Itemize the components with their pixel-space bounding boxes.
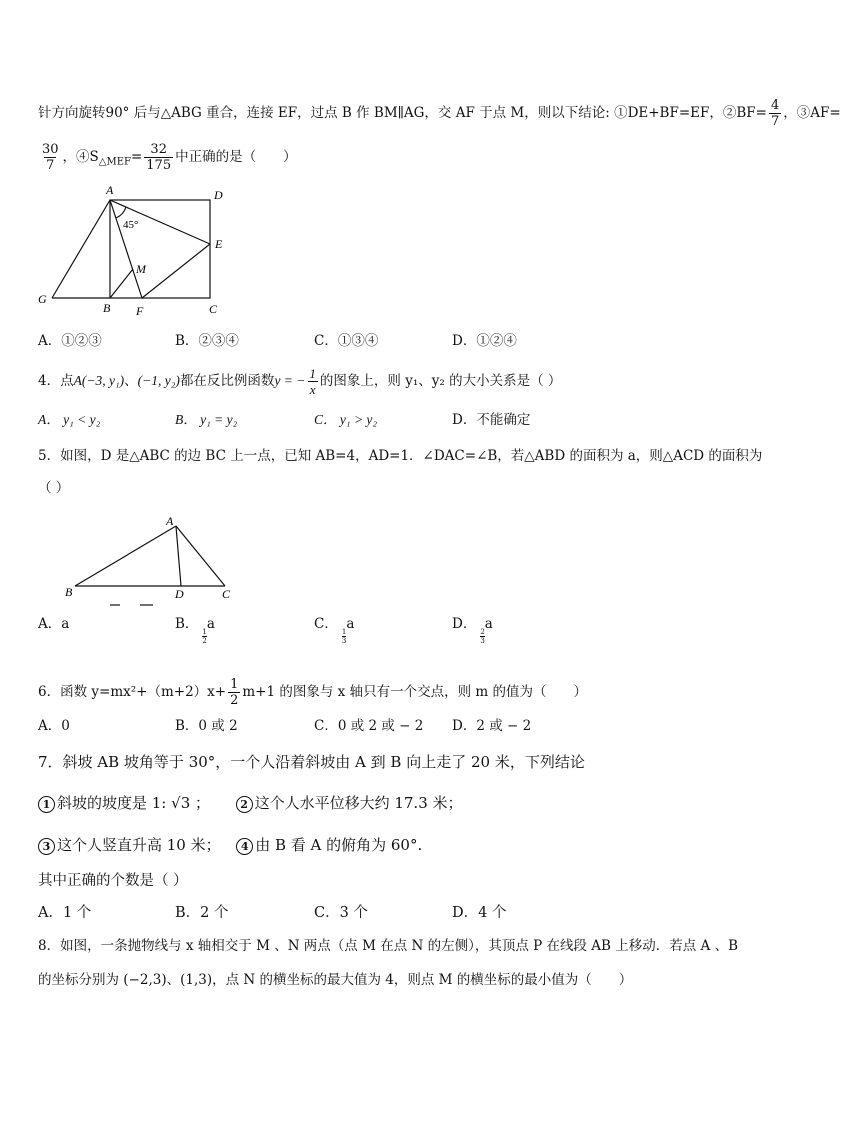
fig3-label-e: E	[215, 237, 223, 251]
circled-3-icon: 3	[38, 838, 55, 855]
fig3-label-b: B	[103, 301, 111, 315]
q5-c-fraction: $\frac{1}{3}$	[341, 628, 347, 645]
q3-line2: $\frac{30}{7}$ ，$④S_{\triangle MEF}=$ $\frac{32}{175}$ 中正确的是（ ）	[42, 142, 297, 173]
segment-fe	[142, 244, 210, 298]
q4-point-a: A(−3, y₁)	[73, 373, 125, 388]
q7-option-a[interactable]: A．1 个	[38, 905, 92, 921]
q3-figure	[30, 182, 260, 322]
q6-option-b[interactable]: B．0 或 2	[175, 718, 238, 734]
q5-option-c[interactable]: C． $\frac{1}{3}$ a	[314, 616, 355, 645]
q3-bf-fraction: $\frac{4}{7}$	[770, 98, 780, 129]
fig3-label-c: C	[209, 302, 218, 316]
q7-option-b[interactable]: B．2 个	[175, 905, 229, 921]
q6-option-d[interactable]: D．2 或 − 2	[452, 718, 532, 734]
q6-stem: 6．函数 y=mx²+（m+2）x+ $\frac{1}{2}$ m+1 的图象与 x 轴只有一个交点，则 m 的值为（ ）	[38, 677, 587, 708]
q3-text-s: ，④S	[62, 149, 99, 165]
q5-figure	[60, 512, 260, 612]
fig3-label-g: G	[38, 292, 47, 306]
q4-point-b: (−1, y₂)	[137, 373, 180, 388]
q3-text-b: ，③AF=	[783, 105, 841, 121]
q7-conclusion-4: 由 B 看 A 的俯角为 60°.	[255, 836, 423, 854]
fig5-label-a: A	[166, 514, 174, 528]
q7-conclusion-1: 斜坡的坡度是 1: √3 ；	[57, 794, 211, 812]
q5-stem: 5．如图，D 是△ABC 的边 BC 上一点，已知 AB=4，AD=1．∠DAC=∠B，若△ABD 的面积为 a，则△ACD 的面积为	[38, 448, 763, 464]
q3-s-subscript: △MEF	[98, 156, 131, 168]
circled-2-icon: 2	[236, 796, 253, 813]
q5-option-d[interactable]: D． $\frac{2}{3}$ a	[452, 616, 493, 645]
q4-function: y = −	[274, 373, 306, 388]
fig5-label-d: D	[175, 587, 184, 601]
q7-option-c[interactable]: C．3 个	[314, 905, 368, 921]
angle-arc	[116, 207, 126, 218]
fig3-label-a: A	[106, 183, 114, 197]
q7-conclusions-row1	[38, 793, 463, 813]
q5-option-a[interactable]: A．a	[38, 616, 70, 632]
q3-option-a[interactable]: A．①②③	[38, 333, 102, 349]
circled-1-icon: 1	[38, 796, 55, 813]
q3-line1	[38, 98, 841, 129]
q7-conclusions-row2	[38, 835, 422, 855]
q3-text-c: 中正确的是（ ）	[175, 149, 297, 165]
q3-text-a: 针方向旋转90° 后与△ABG 重合，连接 EF，过点 B 作 BM∥AG，交 AF 于点 M，则以下结论: ①DE+BF=EF，②BF=	[38, 105, 767, 121]
q6-fraction: $\frac{1}{2}$	[230, 677, 239, 708]
q5-b-fraction: $\frac{1}{2}$	[202, 628, 207, 645]
fig3-label-f: F	[136, 304, 144, 318]
q3-option-d[interactable]: D．①②④	[452, 333, 517, 349]
q5-d-fraction: $\frac{2}{3}$	[480, 628, 485, 645]
q7-option-d[interactable]: D．4 个	[452, 905, 507, 921]
q7-conclusion-3: 这个人竖直升高 10 米；	[57, 836, 221, 854]
fig5-label-b: B	[65, 585, 73, 599]
segment-bm	[110, 269, 133, 298]
segment-ba	[75, 526, 176, 586]
q8-stem-line1: 8．如图，一条抛物线与 x 轴相交于 M 、N 两点（点 M 在点 N 的左侧），其顶点 P 在线段 AB 上移动．若点 A 、B	[38, 938, 739, 954]
segment-ac	[176, 526, 225, 586]
segment-ga	[52, 200, 110, 298]
segment-ad	[176, 526, 181, 586]
q3-option-c[interactable]: C．①③④	[314, 333, 379, 349]
q5-option-b[interactable]: B． $\frac{1}{2}$ a	[175, 616, 215, 645]
fig5-label-c: C	[222, 587, 231, 601]
fig3-label-m: M	[136, 262, 146, 276]
q6-option-c[interactable]: C．0 或 2 或 − 2	[314, 718, 424, 734]
q3-s-fraction: $\frac{32}{175}$	[146, 142, 172, 173]
fig3-label-d: D	[214, 188, 223, 202]
q7-stem: 7．斜坡 AB 坡角等于 30°，一个人沿着斜坡由 A 到 B 向上走了 20 米，下列结论	[38, 753, 585, 771]
q7-question: 其中正确的个数是（ ）	[38, 873, 188, 889]
circled-4-icon: 4	[236, 838, 253, 855]
q4-option-c[interactable]: C． y₁ > y₂	[314, 412, 378, 427]
q4-stem: 4．点A(−3, y₁)、(−1, y₂)都在反比例函数y = − $\frac{1}{x}$ 的图象上，则 y₁、y₂ 的大小关系是（ ）	[38, 366, 562, 397]
q4-option-b[interactable]: B． y₁ = y₂	[175, 412, 238, 427]
q3-option-b[interactable]: B．②③④	[175, 333, 239, 349]
segment-af	[110, 200, 142, 298]
q5-stem-paren: （ ）	[38, 480, 70, 496]
fig3-angle-label: 45°	[123, 219, 139, 231]
q3-af-fraction: $\frac{30}{7}$	[42, 142, 59, 173]
q4-fraction: $\frac{1}{x}$	[309, 366, 316, 397]
q6-option-a[interactable]: A．0	[38, 718, 70, 734]
q4-option-d[interactable]: D．不能确定	[452, 412, 531, 428]
q8-stem-line2: 的坐标分别为 (−2,3)、(1,3)，点 N 的横坐标的最大值为 4，则点 M 的横坐标的最小值为（ ）	[38, 972, 633, 988]
q7-conclusion-2: 这个人水平位移大约 17.3 米；	[254, 794, 463, 812]
q4-option-a[interactable]: A． y₁ < y₂	[38, 412, 101, 427]
